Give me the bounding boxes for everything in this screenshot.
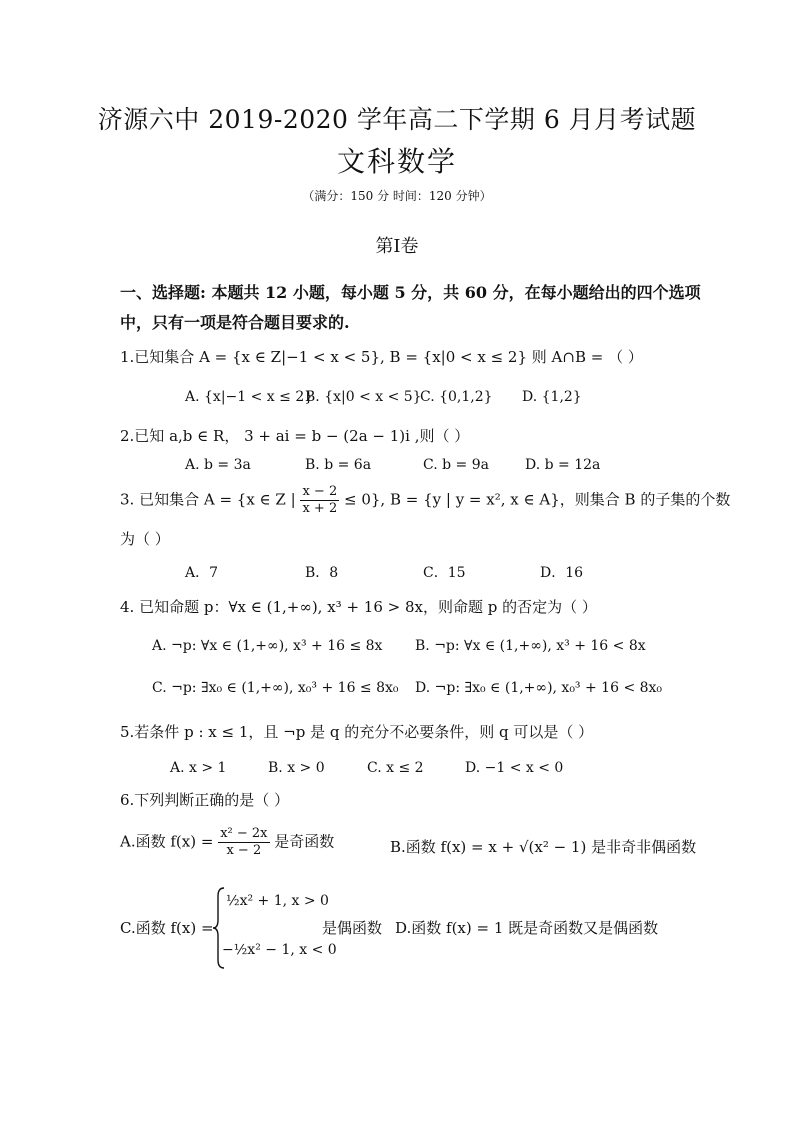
question-6-stem: 6.下列判断正确的是（ ） (120, 791, 290, 809)
question-4-option-b: B. ¬p: ∀x ∈ (1,+∞), x³ + 16 < 8x (415, 638, 646, 654)
question-3-stem-part2: ≤ 0}, B = {y | y = x², x ∈ A}，则集合 B 的子集的个数 (344, 490, 731, 509)
question-4-option-a: A. ¬p: ∀x ∈ (1,+∞), x³ + 16 ≤ 8x (152, 638, 383, 654)
question-1-option-c: C. {0,1,2} (420, 389, 493, 405)
question-3-fraction-numerator: x − 2 (302, 484, 338, 499)
exam-title: 济源六中 2019-2020 学年高二下学期 6 月月考试题 (97, 105, 697, 134)
question-5-option-d: D. −1 < x < 0 (465, 760, 564, 776)
volume-heading: 第Ⅰ卷 (375, 236, 419, 257)
question-1-stem: 1.已知集合 A = {x ∈ Z|−1 < x < 5}, B = {x|0 < x ≤ 2} 则 A∩B = （ ） (120, 348, 643, 366)
question-2-stem: 2.已知 a,b ∈ R， 3 + ai = b − (2a − 1)i ,则（ ） (120, 427, 470, 445)
question-4-option-c: C. ¬p: ∃x₀ ∈ (1,+∞), x₀³ + 16 ≤ 8x₀ (152, 680, 399, 696)
question-1-option-d: D. {1,2} (522, 389, 582, 405)
question-5-option-c: C. x ≤ 2 (367, 760, 424, 776)
question-3-stem-part3: 为（ ） (120, 530, 170, 548)
question-6-option-b: B.函数 f(x) = x + √(x² − 1) 是非奇非偶函数 (390, 838, 697, 856)
section-instruction-line2: 中，只有一项是符合题目要求的. (120, 313, 350, 332)
section-instruction-line1: 一、选择题: 本题共 12 小题，每小题 5 分，共 60 分，在每小题给出的四个选项 (120, 283, 701, 302)
question-5-option-b: B. x > 0 (268, 760, 325, 776)
exam-subtitle: 文科数学 (336, 145, 457, 178)
question-3-option-b: B．8 (305, 565, 339, 581)
question-2-option-a: A. b = 3a (185, 457, 251, 473)
question-3-fraction-denominator: x + 2 (302, 501, 338, 516)
question-3-stem (120, 484, 730, 517)
question-5-option-a: A. x > 1 (170, 760, 227, 776)
question-6-option-a (120, 826, 334, 859)
question-6-option-c-piece-2: −½x² − 1, x < 0 (222, 942, 337, 958)
question-2-option-d: D. b = 12a (525, 457, 601, 473)
question-3-option-d: D．16 (540, 565, 584, 581)
question-1-option-a: A. {x|−1 < x ≤ 2} (185, 389, 314, 405)
question-6-option-c-suffix: 是偶函数 (322, 919, 383, 937)
question-2-option-b: B. b = 6a (305, 457, 372, 473)
question-1-option-b: B. {x|0 < x < 5} (305, 389, 422, 405)
question-3-fraction (300, 484, 339, 517)
question-6-option-a-prefix: A.函数 f(x) = (120, 832, 214, 851)
question-6-option-a-denominator: x − 2 (226, 843, 262, 858)
question-6-option-a-fraction (218, 826, 269, 859)
question-5-stem: 5.若条件 p : x ≤ 1，且 ¬p 是 q 的充分不必要条件，则 q 可以是（ ） (120, 723, 594, 741)
question-6-option-d: D.函数 f(x) = 1 既是奇函数又是偶函数 (395, 919, 659, 937)
question-2-option-c: C. b = 9a (423, 457, 489, 473)
question-6-option-c-prefix: C.函数 f(x) = (120, 919, 214, 937)
question-6-option-a-numerator: x² − 2x (220, 826, 268, 841)
question-4-stem: 4. 已知命题 p：∀x ∈ (1,+∞), x³ + 16 > 8x，则命题 p 的否定为（ ） (120, 598, 597, 616)
question-4-option-d: D. ¬p: ∃x₀ ∈ (1,+∞), x₀³ + 16 < 8x₀ (415, 680, 663, 696)
question-3-option-c: C．15 (423, 565, 466, 581)
question-3-option-a: A．7 (185, 565, 219, 581)
question-6-option-a-suffix: 是奇函数 (274, 832, 335, 851)
question-6-option-c-piece-1: ½x² + 1, x > 0 (226, 893, 329, 909)
score-time-note: （满分：150 分 时间：120 分钟） (302, 189, 492, 203)
question-3-stem-part1: 3. 已知集合 A = {x ∈ Z | (120, 490, 296, 509)
